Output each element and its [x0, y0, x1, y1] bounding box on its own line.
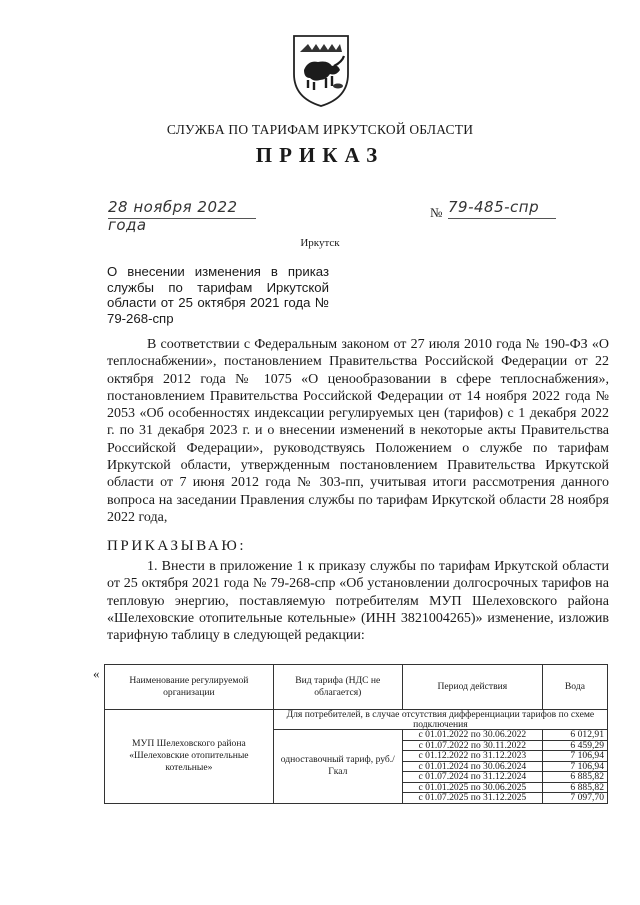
period-cell: с 01.01.2024 по 30.06.2024: [402, 761, 542, 772]
number-sign: №: [430, 205, 443, 220]
period-cell: с 01.07.2025 по 31.12.2025: [402, 793, 542, 804]
table-header-row: [105, 665, 608, 710]
period-cell: с 01.07.2022 по 30.11.2022: [402, 740, 542, 751]
value-cell: 7 106,94: [542, 761, 607, 772]
preamble-paragraph: В соответствии с Федеральным законом от 27 июля 2010 года № 190-ФЗ «О теплоснабжении», постановлением Правительства Российской Федерации от 22 октября 2012 года № 1075 «О ценообразовании в сфере теплоснабжения», постановлением Правительства Российской Федерации от 14 ноября 2022 года № 2053 «Об особенностях индексации регулируемых цен (тарифов) с 1 декабря 2022 г. по 31 декабря 2023 г. и о внесении изменений в некоторые акты Правительства Российской Федерации», руководствуясь Положением о службе по тарифам Иркутской области, утвержденным постановлением Правительства Иркутской области от 7 июня 2012 года № 303-пп, учитывая итоги рассмотрения данного вопроса на заседании Правления службы по тарифам Иркутской области 28 ноября 2022 года,: [107, 337, 609, 525]
subheader-cell: Для потребителей, в случае отсутствия дифференциации тарифов по схеме подключения: [273, 710, 607, 730]
table-row-sub: [105, 710, 608, 730]
city: Иркутск: [300, 237, 340, 249]
tariff-table: [104, 664, 608, 804]
header-org: Наименование регулируемой организации: [105, 665, 274, 710]
value-cell: 6 885,82: [542, 772, 607, 783]
agency-name: СЛУЖБА ПО ТАРИФАМ ИРКУТСКОЙ ОБЛАСТИ: [166, 122, 474, 137]
order-subject: О внесении изменения в приказ службы по тарифам Иркутской области от 25 октября 2021 года № 79-268-спр: [107, 264, 329, 326]
coat-of-arms-icon: [286, 30, 356, 110]
header-value: Вода: [542, 665, 607, 710]
header-type: Вид тарифа (НДС не облагается): [273, 665, 402, 710]
value-cell: 7 097,70: [542, 793, 607, 804]
header-period: Период действия: [402, 665, 542, 710]
document-type: ПРИКАЗ: [255, 143, 385, 167]
value-cell: 6 012,91: [542, 730, 607, 741]
document-number: 79-485-спр: [448, 198, 556, 219]
item-1-paragraph: 1. Внести в приложение 1 к приказу службы по тарифам Иркутской области от 25 октября 2021 года № 79-268-спр «Об установлении долгосрочных тарифов на тепловую энергию, поставляемую потребителям МУП Шелеховского района «Шелеховские отопительные котельные» (ИНН 3821004265)» изменение, изложив тарифную таблицу в следующей редакции:: [107, 559, 609, 644]
period-cell: с 01.01.2025 по 30.06.2025: [402, 782, 542, 793]
value-cell: 6 885,82: [542, 782, 607, 793]
order-word: ПРИКАЗЫВАЮ:: [107, 538, 247, 554]
tariff-type-cell: одноставочный тариф, руб./Гкал: [273, 730, 402, 804]
org-name-cell: МУП Шелеховского района «Шелеховские отопительные котельные»: [105, 710, 274, 804]
document-date: 28 ноября 2022 года: [108, 198, 256, 219]
period-cell: с 01.12.2022 по 31.12.2023: [402, 751, 542, 762]
opening-quote: «: [93, 666, 100, 681]
value-cell: 6 459,29: [542, 740, 607, 751]
value-cell: 7 106,94: [542, 751, 607, 762]
period-cell: с 01.01.2022 по 30.06.2022: [402, 730, 542, 741]
period-cell: с 01.07.2024 по 31.12.2024: [402, 772, 542, 783]
